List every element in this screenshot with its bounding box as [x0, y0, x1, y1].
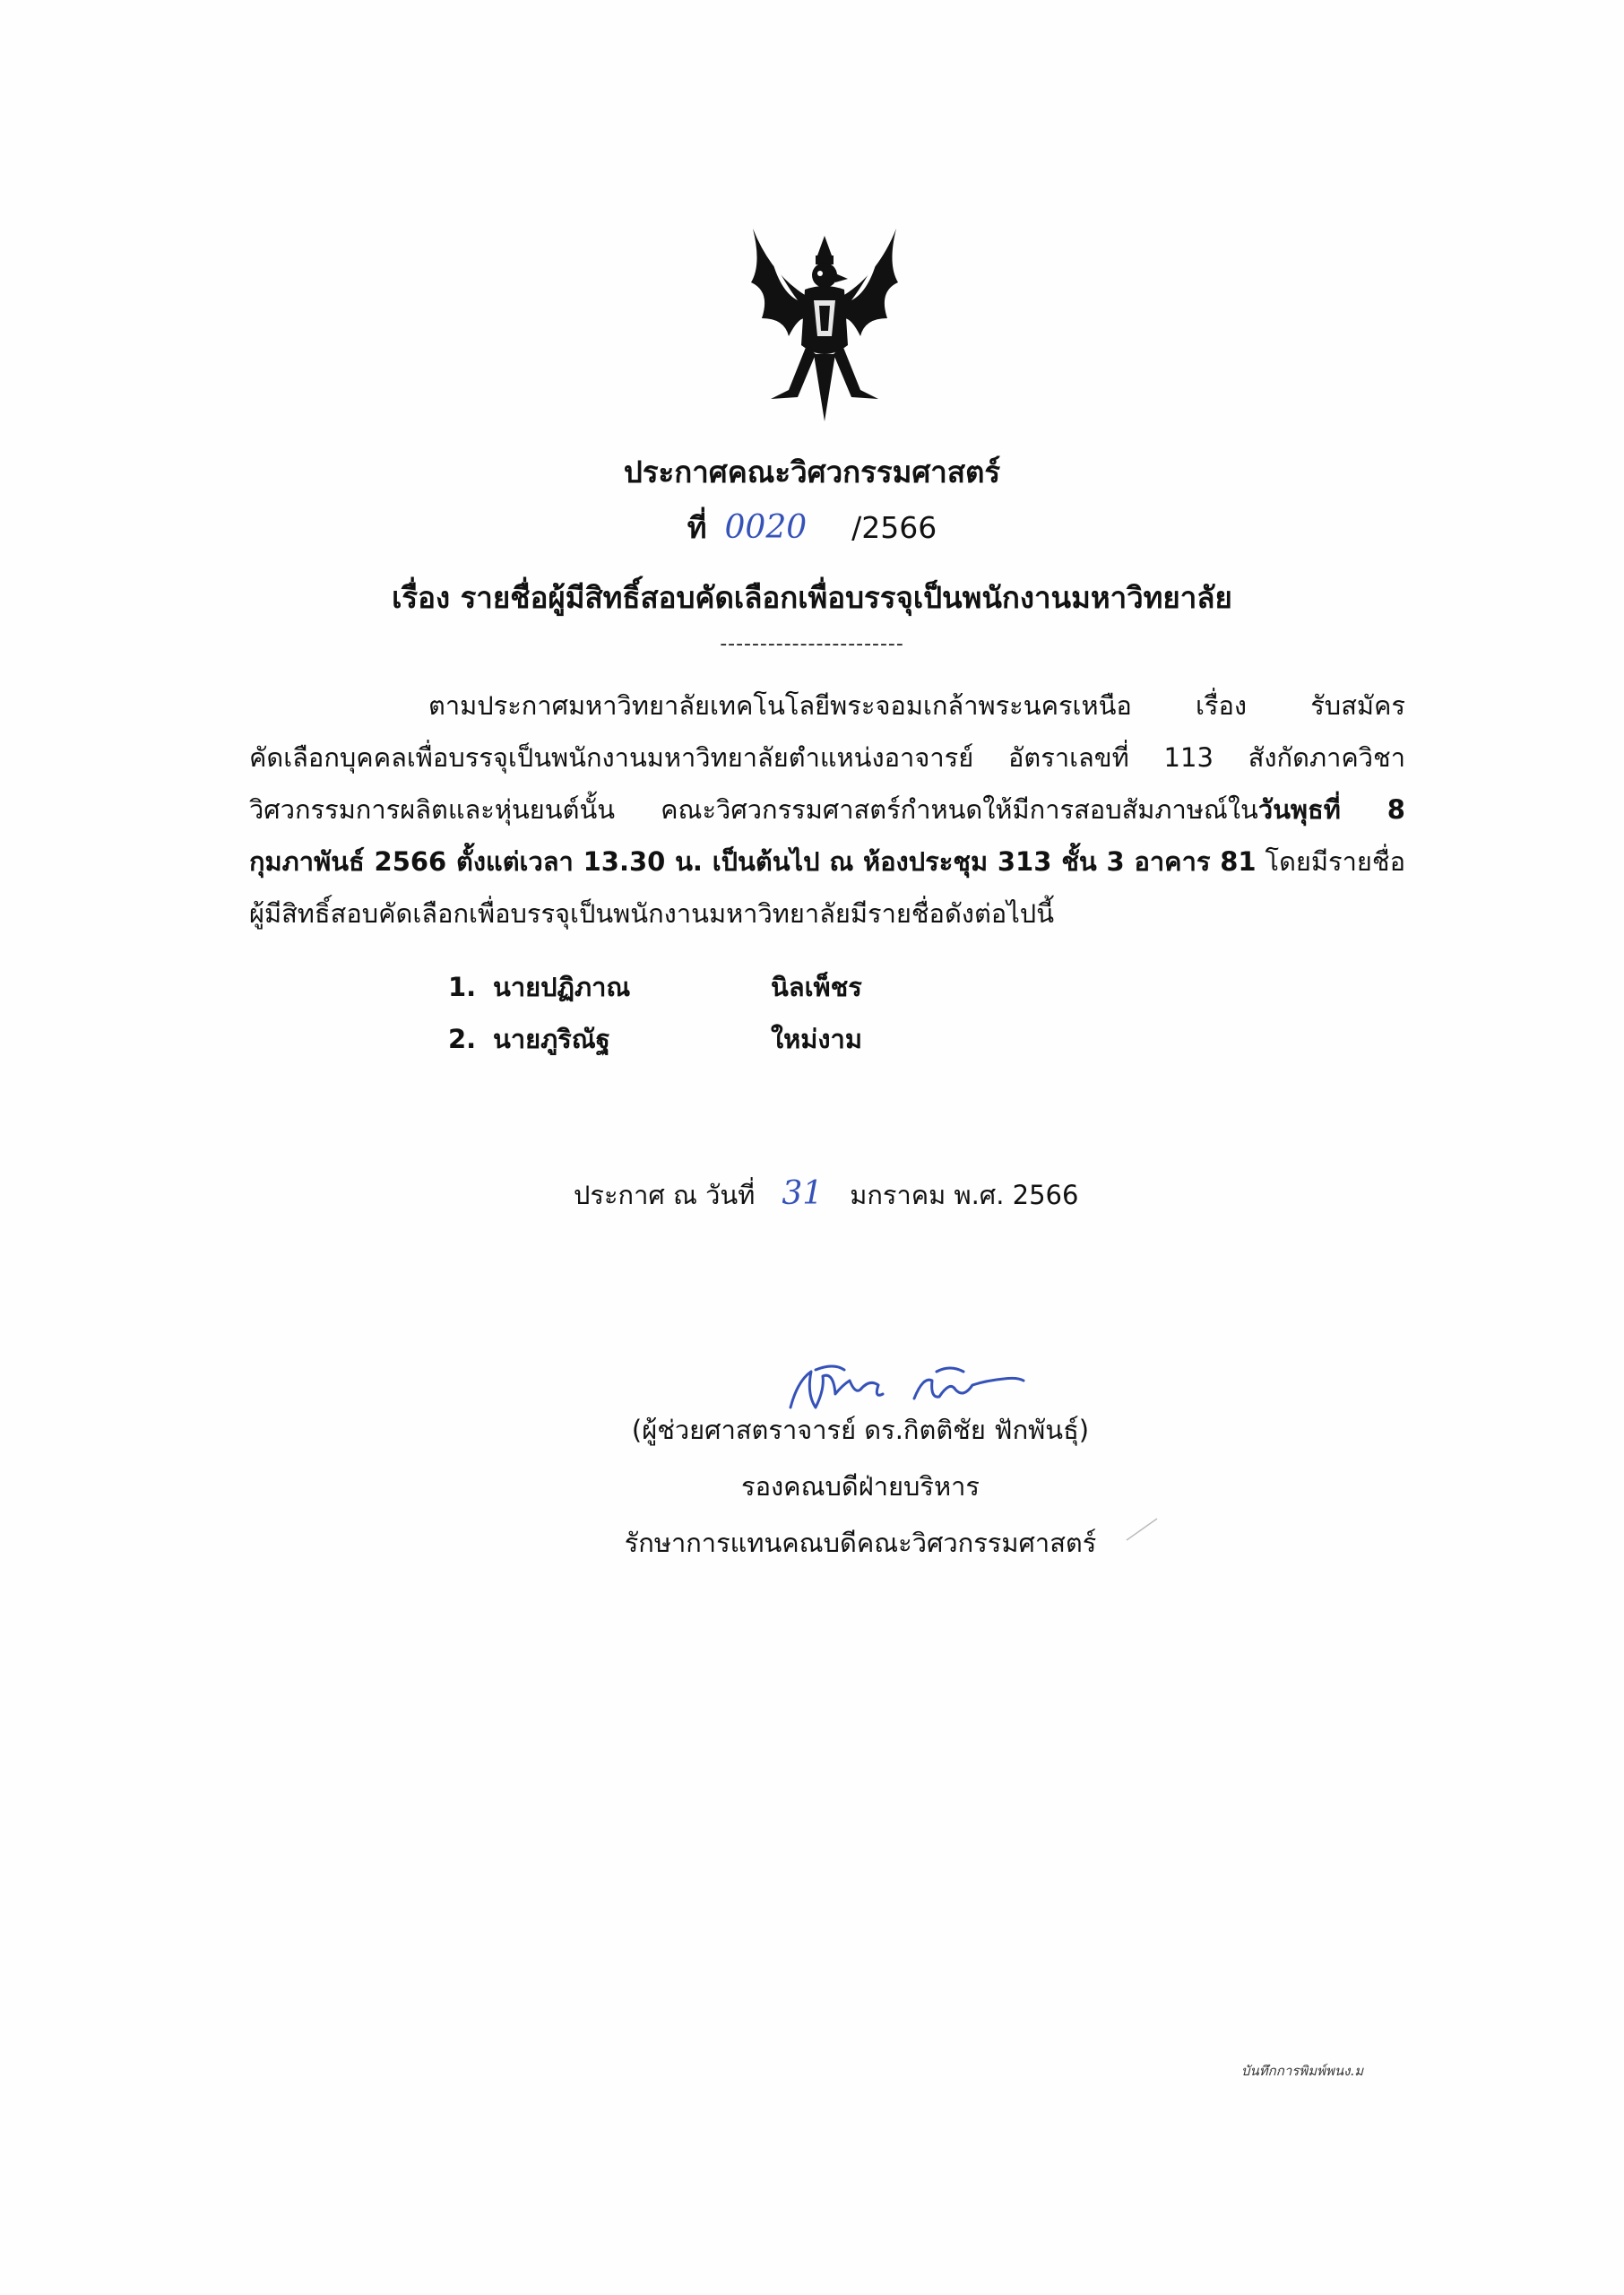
number-year: /2566 — [851, 510, 937, 545]
candidate-last-name: นิลเพ็ชร — [771, 972, 862, 1002]
body-line: คัดเลือกบุคคลเพื่อบรรจุเป็นพนักงานมหาวิทยาลัยตำแหน่งอาจารย์ อัตราเลขที่ 113 สังกัดภาควิชา — [249, 742, 1405, 773]
document-number — [0, 504, 1624, 551]
number-prefix: ที่ — [687, 510, 707, 545]
candidate-first-name: นายภูริณัฐ — [493, 1024, 610, 1054]
candidate-list — [448, 961, 862, 1065]
body-paragraph — [249, 680, 1405, 940]
list-item — [448, 961, 862, 1013]
stray-pen-mark — [1125, 1515, 1161, 1542]
divider-line: ----------------------- — [720, 633, 904, 655]
signatory-name: (ผู้ช่วยศาสตราจารย์ ดร.กิตติชัย ฟักพันธุ์) — [631, 1415, 1090, 1445]
garuda-emblem-icon — [735, 220, 914, 426]
candidate-last-name: ใหม่งาม — [771, 1024, 862, 1054]
date-suffix: มกราคม พ.ศ. 2566 — [850, 1180, 1079, 1210]
body-text-bold: กุมภาพันธ์ 2566 ตั้งแต่เวลา 13.30 น. เป็นต้นไป ณ ห้องประชุม 313 ชั้น 3 อาคาร 81 — [249, 846, 1257, 877]
body-line: ตามประกาศมหาวิทยาลัยเทคโนโลยีพระจอมเกล้าพระนครเหนือ เรื่อง รับสมัคร — [428, 690, 1405, 721]
handwritten-day: 31 — [782, 1175, 824, 1212]
body-text: วิศวกรรมการผลิตและหุ่นยนต์นั้น คณะวิศวกรรมศาสตร์กำหนดให้มีการสอบสัมภาษณ์ใน — [249, 794, 1258, 825]
date-prefix: ประกาศ ณ วันที่ — [574, 1180, 756, 1210]
handwritten-number: 0020 — [724, 509, 808, 546]
body-line — [249, 784, 1405, 836]
candidate-first-name: นายปฏิภาณ — [493, 972, 631, 1002]
document-heading: ประกาศคณะวิศวกรรมศาสตร์ — [623, 455, 1001, 489]
footer-note: บันทึกการพิมพ์พนง.ม — [1241, 2063, 1364, 2079]
signatory-position: รองคณบดีฝ่ายบริหาร — [741, 1471, 980, 1502]
announcement-date — [574, 1174, 1078, 1216]
body-line — [249, 836, 1405, 888]
candidate-number: 2. — [448, 1024, 477, 1054]
signatory-acting-role: รักษาการแทนคณบดีคณะวิศวกรรมศาสตร์ — [624, 1528, 1097, 1558]
body-line: ผู้มีสิทธิ์สอบคัดเลือกเพื่อบรรจุเป็นพนักงานมหาวิทยาลัยมีรายชื่อดังต่อไปนี้ — [249, 898, 1055, 929]
candidate-number: 1. — [448, 972, 477, 1002]
document-subject: เรื่อง รายชื่อผู้มีสิทธิ์สอบคัดเลือกเพื่อบรรจุเป็นพนักงานมหาวิทยาลัย — [392, 580, 1232, 615]
body-text: โดยมีรายชื่อ — [1256, 846, 1405, 877]
list-item — [448, 1013, 862, 1065]
body-text-bold: วันพุธที่ 8 — [1257, 794, 1405, 825]
